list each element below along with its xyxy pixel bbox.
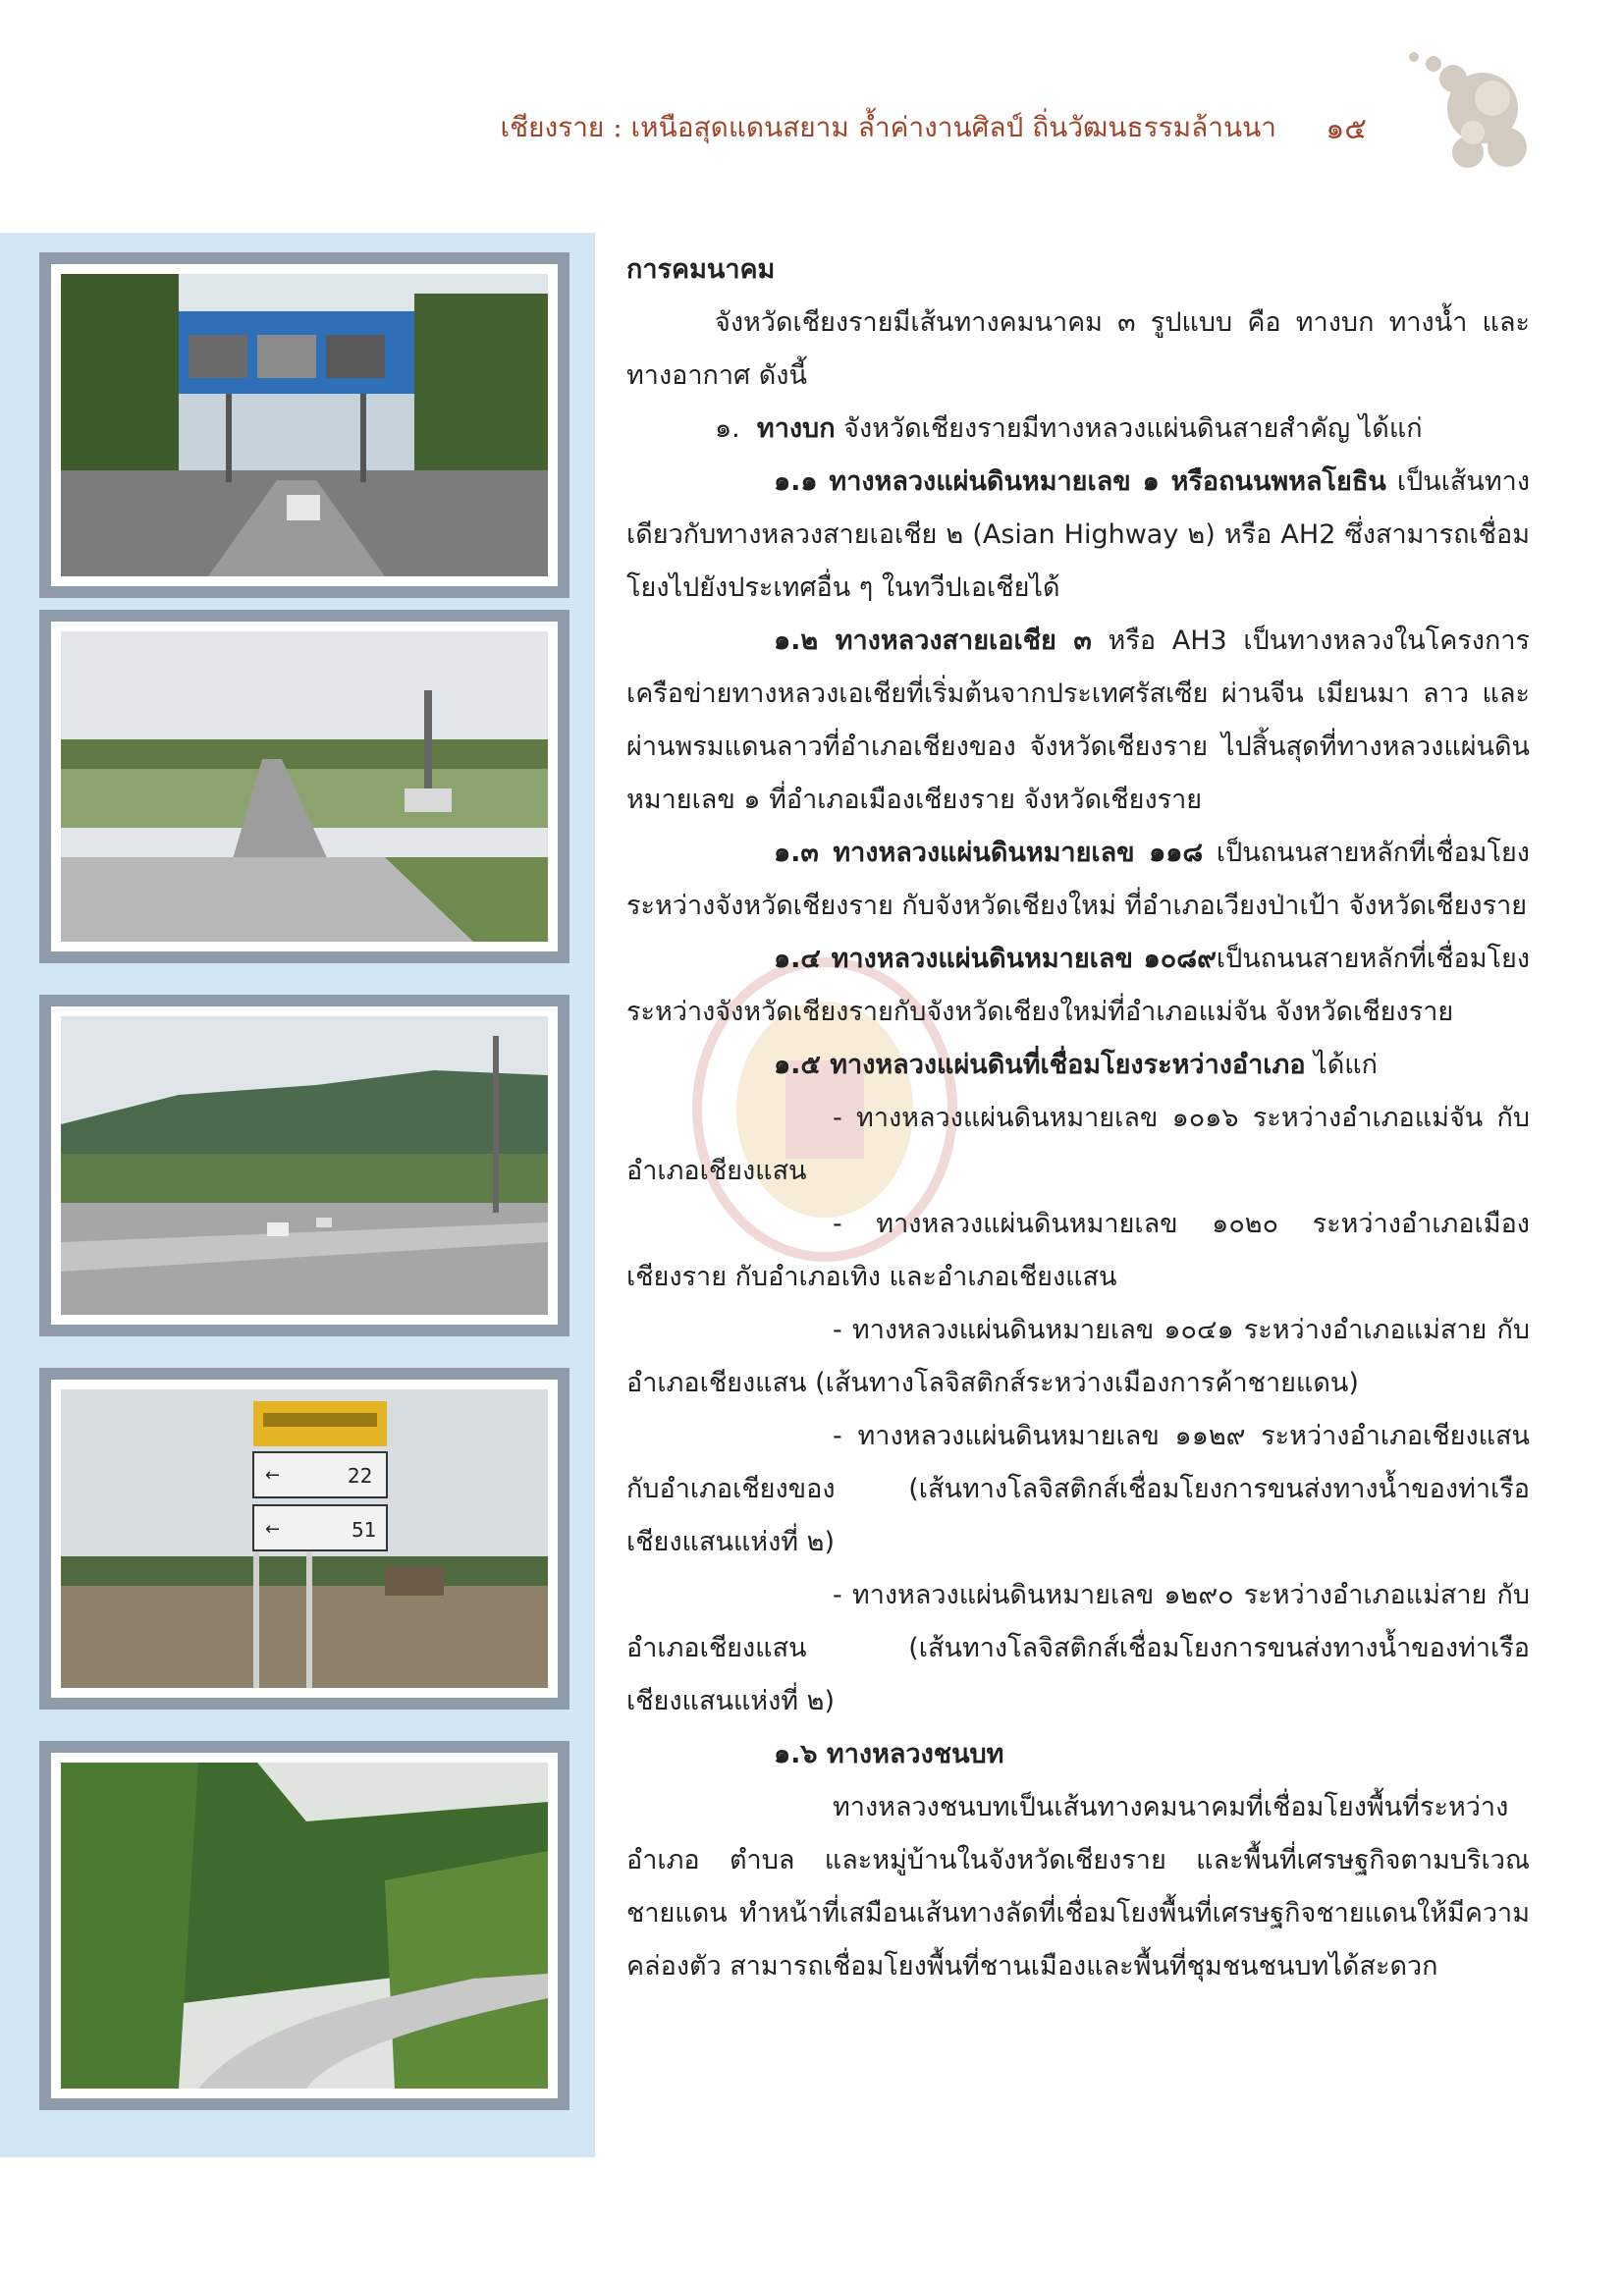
subsection-1-4 xyxy=(626,933,1530,1039)
page-number: ๑๕ xyxy=(1326,112,1367,146)
item-number: ๑. xyxy=(715,413,740,444)
subsection-text: หรือ AH3 เป็นทางหลวงในโครงการเครือข่ายทางหลวงเอเชียที่เริ่มต้นจากประเทศรัสเซีย ผ่านจีน เมียนมา ลาว และผ่านพรมแดนลาวที่อำเภอเชียงของ จังหวัดเชียงราย ไปสิ้นสุดที่ทางหลวงแผ่นดินหมายเลข ๑ ที่อำเภอเมืองเชียงราย จังหวัดเชียงราย xyxy=(626,625,1530,815)
section-heading: การคมนาคม xyxy=(626,254,776,285)
subsection-1-3 xyxy=(626,827,1530,933)
subsection-bold: ๑.๕ ทางหลวงแผ่นดินที่เชื่อมโยงระหว่างอำเภอ xyxy=(774,1050,1306,1080)
sign-distance-1: 22 xyxy=(348,1464,373,1488)
subsection-bold: ๑.๔ ทางหลวงแผ่นดินหมายเลข ๑๐๘๙ xyxy=(774,944,1217,974)
intro-paragraph: จังหวัดเชียงรายมีเส้นทางคมนาคม ๓ รูปแบบ คือ ทางบก ทางน้ำ และทางอากาศ ดังนี้ xyxy=(626,307,1530,391)
bullet-item: - ทางหลวงแผ่นดินหมายเลข ๑๐๔๑ ระหว่างอำเภอแม่สาย กับอำเภอเชียงแสน (เส้นทางโลจิสติกส์ระหว่างเมืองการค้าชายแดน) xyxy=(626,1315,1530,1398)
svg-text:←: ← xyxy=(265,1519,281,1540)
sign-distance-2: 51 xyxy=(352,1518,377,1542)
subsection-bold: ๑.๓ ทางหลวงแผ่นดินหมายเลข ๑๑๘ xyxy=(774,838,1204,868)
subsection-1-1 xyxy=(626,456,1530,615)
bullet-item: - ทางหลวงแผ่นดินหมายเลข ๑๐๒๐ ระหว่างอำเภอเมืองเชียงราย กับอำเภอเทิง และอำเภอเชียงแสน xyxy=(626,1209,1530,1292)
subsection-bold: ๑.๑ ทางหลวงแผ่นดินหมายเลข ๑ หรือถนนพหลโยธิน xyxy=(774,466,1386,497)
subsection-text: เป็นเส้นทางเดียวกับทางหลวงสายเอเชีย ๒ (Asian Highway ๒) หรือ AH2 ซึ่งสามารถเชื่อมโยงไปยังประเทศอื่น ๆ ในทวีปเอเชียได้ xyxy=(626,466,1531,603)
corner-decoration xyxy=(1335,39,1532,187)
subsection-1-6 xyxy=(626,1728,1530,1781)
bullet-item: - ทางหลวงแผ่นดินหมายเลข ๑๒๙๐ ระหว่างอำเภอแม่สาย กับอำเภอเชียงแสน (เส้นทางโลจิสติกส์เชื่อมโยงการขนส่งทางน้ำของท่าเรือเชียงแสนแห่งที่ ๒) xyxy=(626,1580,1530,1716)
main-text xyxy=(626,244,1530,1993)
subsection-text: เป็นถนนสายหลักที่เชื่อมโยงระหว่างจังหวัดเชียงรายกับจังหวัดเชียงใหม่ที่อำเภอแม่จัน จังหวัดเชียงราย xyxy=(626,944,1530,1027)
photo-highway-hills xyxy=(39,995,569,1336)
subsection-text: เป็นถนนสายหลักที่เชื่อมโยงระหว่างจังหวัดเชียงราย กับจังหวัดเชียงใหม่ ที่อำเภอเวียงป่าเป้า จังหวัดเชียงราย xyxy=(626,838,1530,921)
subsection-bold: ๑.๖ ทางหลวงชนบท xyxy=(774,1739,1004,1769)
svg-text:←: ← xyxy=(265,1465,281,1486)
rural-road-paragraph: ทางหลวงชนบทเป็นเส้นทางคมนาคมที่เชื่อมโยงพื้นที่ระหว่างอำเภอ ตำบล และหมู่บ้านในจังหวัดเชียงราย และพื้นที่เศรษฐกิจตามบริเวณชายแดน ทำหน้าที่เสมือนเส้นทางลัดที่เชื่อมโยงพื้นที่เศรษฐกิจชายแดนให้มีความคล่องตัว สามารถเชื่อมโยงพื้นที่ชานเมืองและพื้นที่ชุมชนชนบทได้สะดวก xyxy=(626,1792,1530,1982)
photo-highway-straight xyxy=(39,610,569,963)
photo-sidebar xyxy=(0,233,595,2157)
subsection-1-5 xyxy=(626,1039,1530,1092)
subsection-bold: ๑.๒ ทางหลวงสายเอเชีย ๓ xyxy=(774,625,1092,656)
running-title: เชียงราย : เหนือสุดแดนสยาม ล้ำค่างานศิลป์ ถิ่นวัฒนธรรมล้านนา xyxy=(500,111,1276,143)
bullet-item: - ทางหลวงแผ่นดินหมายเลข ๑๑๒๙ ระหว่างอำเภอเชียงแสน กับอำเภอเชียงของ (เส้นทางโลจิสติกส์เชื่อมโยงการขนส่งทางน้ำของท่าเรือเชียงแสนแห่งที่ ๒) xyxy=(626,1421,1530,1557)
photo-rural-road xyxy=(39,1741,569,2110)
subsection-text: ได้แก่ xyxy=(1305,1050,1378,1080)
bullet-item: - ทางหลวงแผ่นดินหมายเลข ๑๐๑๖ ระหว่างอำเภอแม่จัน กับอำเภอเชียงแสน xyxy=(626,1103,1530,1186)
photo-road-signs xyxy=(39,1368,569,1710)
item-land-transport xyxy=(626,403,1530,456)
page-header xyxy=(500,106,1394,155)
photo-highway-sign xyxy=(39,252,569,598)
item-bold: ทางบก xyxy=(756,413,836,444)
item-text: จังหวัดเชียงรายมีทางหลวงแผ่นดินสายสำคัญ ได้แก่ xyxy=(835,413,1423,444)
subsection-1-2 xyxy=(626,615,1530,827)
